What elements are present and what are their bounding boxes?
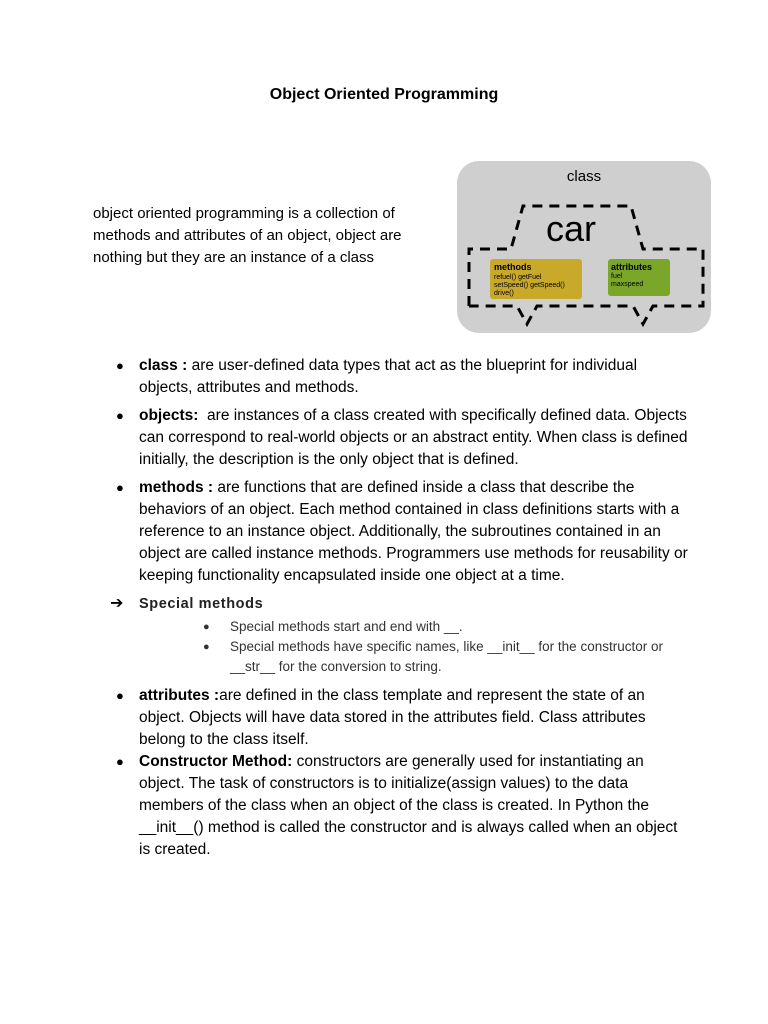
list-item-attributes (110, 685, 690, 751)
term-attributes: attributes : (139, 687, 220, 704)
bullet-dot: ● (116, 408, 124, 423)
special-methods-section (110, 593, 690, 677)
special-methods-item-2 (203, 637, 690, 677)
definition-constructor: constructors are generally used for instantiating an object. The task of constructors is to initialize(assign values) to the data members of the class when an object of the class is created. In Python the __init__() method is called the constructor and is always called when an object is created. (139, 753, 678, 858)
term-objects: objects: (139, 407, 199, 424)
definition-attributes: are defined in the class template and represent the state of an object. Objects will have data stored in the attributes field. Class attributes belong to the class itself. (139, 687, 646, 748)
special-methods-list (203, 617, 690, 677)
class-diagram (457, 161, 711, 333)
special-methods-text-2: Special methods have specific names, like __init__ for the constructor or __str__ for the conversion to string. (230, 639, 663, 674)
arrow-right-icon: ➔ (110, 595, 124, 612)
bullet-dot: ● (203, 621, 210, 633)
bullet-dot: ● (116, 688, 124, 703)
definition-objects: are instances of a class created with specifically defined data. Objects can correspond to real-world objects or an abstract entity. When class is defined initially, the description is the only object that is defined. (139, 407, 692, 468)
methods-title: methods (494, 262, 532, 272)
attributes-line-2: maxspeed (611, 281, 644, 288)
definition-list (110, 355, 690, 867)
definition-methods: are functions that are defined inside a class that describe the behaviors of an object. Each method contained in class definitions starts with a reference to an instance object. Additionally, the subroutines contained in an object are called instance methods. Programmers use methods for reusability or keeping functionality encapsulated inside one object at a time. (139, 479, 688, 584)
class-diagram-svg (457, 161, 711, 333)
term-constructor: Constructor Method: (139, 753, 293, 770)
methods-line-2: setSpeed() getSpeed() (494, 282, 565, 289)
methods-line-3: drive() (494, 290, 514, 297)
attributes-title: attributes (611, 262, 653, 272)
diagram-object-label: car (545, 208, 597, 249)
diagram-class-label: class (566, 168, 602, 185)
list-item-methods (110, 477, 690, 587)
special-methods-title: Special methods (139, 596, 264, 612)
bullet-dot: ● (116, 754, 124, 769)
bullet-dot: ● (116, 480, 124, 495)
term-methods: methods : (139, 479, 214, 496)
definition-class: are user-defined data types that act as the blueprint for individual objects, attributes and methods. (139, 357, 638, 396)
methods-line-1: refuel() getFuel (494, 274, 542, 281)
list-item-objects (110, 405, 690, 471)
bullet-dot: ● (203, 641, 210, 653)
page-title: Object Oriented Programming (269, 86, 499, 103)
term-class: class : (139, 357, 188, 374)
list-item-class (110, 355, 690, 399)
attributes-line-1: fuel (611, 273, 623, 280)
intro-paragraph: object oriented programming is a collection of methods and attributes of an object, object are nothing but they are an instance of a class (93, 205, 402, 266)
special-methods-item-1 (203, 617, 690, 637)
special-methods-text-1: Special methods start and end with __. (230, 619, 463, 634)
bullet-dot: ● (116, 358, 124, 373)
list-item-constructor (110, 751, 690, 861)
